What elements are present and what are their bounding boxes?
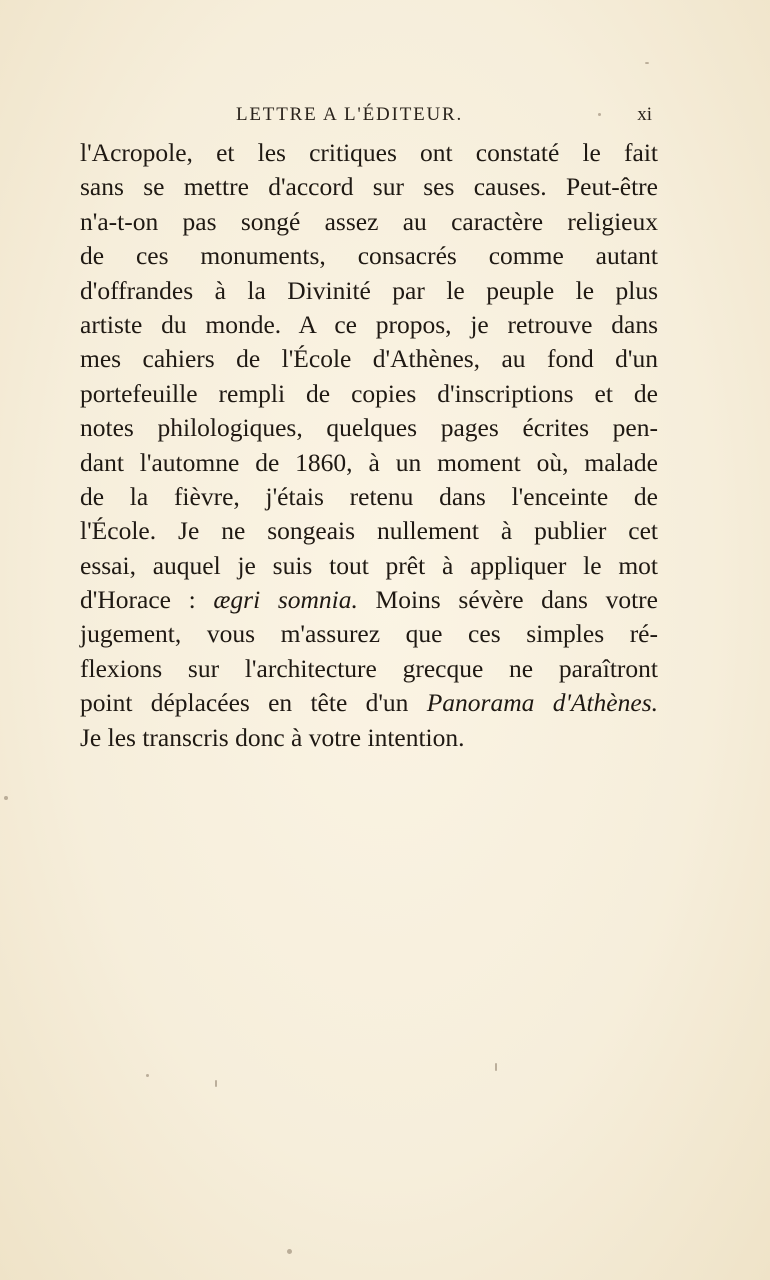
text-line: l'Acropole, et les critiques ont constaté le fait [80, 138, 658, 167]
text-segment: point déplacées en tête d'un [80, 688, 427, 718]
text-line: artiste du monde. A ce propos, je retrouve dans [80, 309, 658, 339]
page-header [236, 104, 656, 132]
text-line: portefeuille rempli de copies d'inscriptions et de [80, 378, 658, 408]
text-segment: Moins sévère dans votre [357, 585, 658, 615]
book-title: Panorama d'Athènes. [426, 688, 658, 718]
text-line: flexions sur l'architecture grecque ne paraîtront [80, 653, 658, 683]
text-line: l'École. Je ne songeais nullement à publier cet [80, 516, 658, 546]
text-line: d'offrandes à la Divinité par le peuple le plus [80, 275, 658, 305]
text-segment: d'Horace : [80, 585, 214, 615]
text-line: de ces monuments, consacrés comme autant [80, 241, 658, 271]
text-line [80, 583, 658, 617]
latin-quote: ægri somnia. [213, 585, 358, 615]
text-line: de la fièvre, j'étais retenu dans l'enceinte de [80, 481, 658, 511]
text-line [80, 686, 658, 720]
text-line: sans se mettre d'accord sur ses causes. Peut-être [80, 172, 658, 202]
paper-speck [598, 113, 601, 116]
text-line: dant l'automne de 1860, à un moment où, malade [80, 447, 658, 477]
paper-speck [146, 1074, 149, 1077]
running-title: LETTRE A L'ÉDITEUR. [236, 104, 464, 125]
paper-speck [645, 62, 649, 64]
text-line: jugement, vous m'assurez que ces simples ré- [80, 619, 658, 649]
paper-speck [215, 1080, 217, 1087]
paper-speck [495, 1063, 497, 1071]
text-line: notes philologiques, quelques pages écrites pen- [80, 413, 658, 443]
text-line: essai, auquel je suis tout prêt à appliquer le mot [80, 550, 658, 580]
text-line: n'a-t-on pas songé assez au caractère religieux [80, 206, 658, 236]
page-number: xi [637, 104, 652, 125]
paper-speck [4, 796, 8, 800]
text-line: mes cahiers de l'École d'Athènes, au fond d'un [80, 344, 658, 374]
body-text [80, 136, 658, 755]
paper-speck [287, 1249, 292, 1254]
text-line: Je les transcris donc à votre intention. [80, 722, 465, 752]
